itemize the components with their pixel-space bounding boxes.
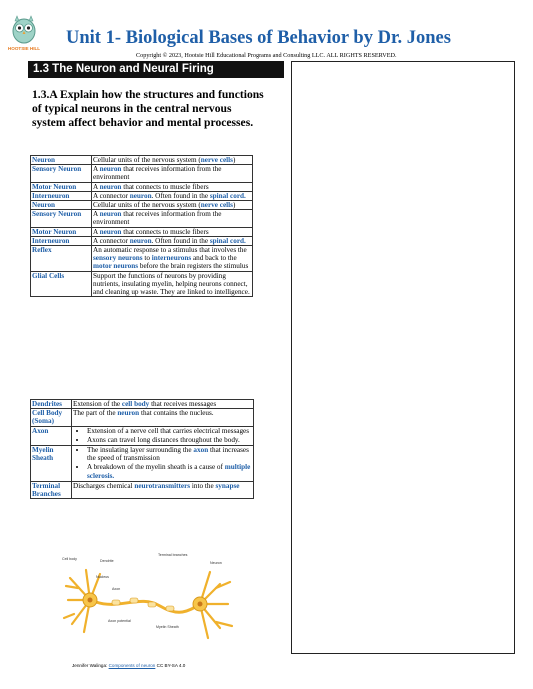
term-cell: Motor Neuron — [31, 227, 92, 236]
definition-text: A — [93, 227, 100, 236]
definition-text: that connects to muscle fibers — [121, 182, 209, 191]
table-row — [31, 271, 253, 297]
keyword: neuron — [99, 165, 122, 174]
keyword: neuron — [99, 210, 122, 219]
keyword: neuron — [117, 409, 140, 418]
bullet-item — [87, 436, 252, 444]
keyword: spinal cord. — [209, 236, 246, 245]
page-title: Unit 1- Biological Bases of Behavior by Dr. Jones — [66, 28, 451, 48]
definition-text: A connector — [93, 236, 130, 245]
definition-text: Cellular units of the nervous system ( — [93, 156, 201, 164]
bullet-list — [73, 427, 252, 444]
table-row — [31, 246, 253, 272]
section-title-bar — [28, 61, 284, 78]
keyword: spinal cord. — [209, 191, 246, 200]
term-cell: Interneuron — [31, 191, 92, 200]
definition-text: A breakdown of the myelin sheath is a cause of — [87, 463, 225, 472]
table-row — [31, 481, 254, 498]
table-row — [31, 409, 254, 426]
definition-text: that increases the speed of transmission — [87, 446, 249, 463]
definition-text: . Often found in the — [151, 191, 210, 200]
definition-cell — [92, 165, 253, 182]
definition-cell — [92, 210, 253, 227]
keyword: motor neurons — [93, 262, 139, 271]
definition-text: Extension of the — [73, 400, 122, 408]
definition-text: A — [93, 165, 100, 174]
neuron-illustration — [60, 548, 236, 658]
table-row — [31, 446, 254, 482]
credit-author: Jennifer Walinga: — [72, 663, 108, 668]
definition-text: An automatic response to a stimulus that involves the — [93, 246, 247, 255]
definition-cell — [72, 400, 254, 409]
definition-cell — [72, 426, 254, 445]
bullet-list — [73, 446, 252, 480]
neuron-diagram — [60, 548, 236, 658]
keyword: multiple sclerosis. — [87, 463, 251, 480]
bullet-item — [87, 427, 252, 435]
notes-box — [291, 61, 515, 654]
credit-license: CC BY-SA 4.0 — [156, 663, 186, 668]
definition-cell — [72, 409, 254, 426]
table-row — [31, 201, 253, 210]
diagram-label-myelin-sheath: Myelin Sheath — [156, 625, 179, 629]
vocab-table-neuron-types — [30, 155, 253, 297]
bullet-item — [87, 446, 252, 462]
term-cell: Cell Body (Soma) — [31, 409, 72, 426]
image-credit — [72, 663, 185, 668]
diagram-label-dendrite: Dendrite — [100, 559, 114, 563]
table-row — [31, 426, 254, 445]
definition-text: Discharges chemical — [73, 481, 135, 490]
definition-text: that connects to muscle fibers — [121, 227, 209, 236]
definition-text: that receives messages — [149, 400, 217, 408]
logo-text: HOOTSIE HILL — [7, 46, 41, 51]
keyword: interneurons — [151, 254, 192, 263]
definition-cell — [72, 446, 254, 482]
definition-text: Cellular units of the nervous system ( — [93, 201, 201, 210]
keyword: axon — [193, 446, 209, 455]
diagram-label-cell-body: Cell body — [62, 557, 77, 561]
definition-cell — [92, 182, 253, 191]
definition-text: to — [142, 254, 152, 263]
diagram-label-nucleus: Nucleus — [96, 575, 109, 579]
definition-text: . Often found in the — [151, 236, 210, 245]
table-row — [31, 156, 253, 165]
table-row — [31, 191, 253, 200]
keyword: cell body — [121, 400, 150, 408]
keyword: neuron — [129, 236, 152, 245]
section-title: 1.3 The Neuron and Neural Firing — [33, 63, 214, 75]
table-row — [31, 210, 253, 227]
definition-text: that receives information from the environment — [93, 165, 222, 182]
keyword: neuron — [129, 191, 152, 200]
definition-text: ) — [232, 201, 236, 210]
definition-text: The insulating layer surrounding the — [87, 446, 194, 455]
term-cell: Axon — [31, 426, 72, 445]
table-row — [31, 400, 254, 409]
diagram-label-axon: Axon — [112, 587, 121, 591]
term-cell: Neuron — [31, 156, 92, 165]
definition-text: and back to the — [191, 254, 237, 263]
keyword: sensory neurons — [93, 254, 143, 263]
definition-cell — [92, 191, 253, 200]
term-cell: Sensory Neuron — [31, 165, 92, 182]
term-cell: Neuron — [31, 201, 92, 210]
term-cell: Motor Neuron — [31, 182, 92, 191]
keyword: nerve cells — [200, 156, 233, 164]
table-row — [31, 165, 253, 182]
term-cell: Sensory Neuron — [31, 210, 92, 227]
term-cell: Myelin Sheath — [31, 446, 72, 482]
bullet-item — [87, 463, 252, 479]
definition-text: before the brain registers the stimulus — [138, 262, 249, 271]
term-cell: Terminal Branches — [31, 481, 72, 498]
owl-icon — [6, 14, 42, 52]
definition-text: The part of the — [73, 409, 118, 418]
table-row — [31, 236, 253, 245]
definition-text: Support the functions of neurons by providing nutrients, insulating myelin, helping neurons connect, and cleaning up waste. They are linked to intelligence. — [93, 271, 250, 297]
diagram-label-neuron: Neuron — [210, 561, 222, 565]
definition-text: ) — [232, 156, 236, 164]
keyword: neurotransmitters — [134, 481, 191, 490]
definition-text: A — [93, 182, 100, 191]
keyword: neuron — [99, 227, 122, 236]
hootsie-hill-logo — [6, 14, 42, 52]
term-cell: Glial Cells — [31, 271, 92, 297]
term-cell: Interneuron — [31, 236, 92, 245]
credit-link[interactable]: Components of neuron — [108, 663, 156, 668]
definition-text: into the — [190, 481, 216, 490]
definition-text: that contains the nucleus. — [139, 409, 214, 418]
diagram-label-axon-potential: Axon potential — [108, 619, 131, 623]
learning-objective: 1.3.A Explain how the structures and functions of typical neurons in the central nervous system affect behavior and mental processes. — [32, 88, 264, 129]
table-row — [31, 227, 253, 236]
definition-cell — [72, 481, 254, 498]
definition-cell — [92, 227, 253, 236]
keyword: synapse — [215, 481, 240, 490]
keyword: nerve cells — [200, 201, 233, 210]
definition-text: A — [93, 210, 100, 219]
definition-text: A connector — [93, 191, 130, 200]
definition-cell — [92, 156, 253, 165]
definition-cell — [92, 236, 253, 245]
vocab-table-neuron-parts — [30, 399, 254, 499]
definition-cell — [92, 246, 253, 272]
copyright-notice: Copyright © 2023, Hootsie Hill Educational Programs and Consulting LLC. ALL RIGHTS RESERVED. — [136, 52, 397, 59]
definition-text: Axons can travel long distances throughout the body. — [87, 435, 240, 444]
term-cell: Reflex — [31, 246, 92, 272]
term-cell: Dendrites — [31, 400, 72, 409]
definition-cell — [92, 271, 253, 297]
definition-cell — [92, 201, 253, 210]
diagram-label-terminal-branches: Terminal branches — [158, 553, 188, 557]
table-row — [31, 182, 253, 191]
definition-text: that receives information from the environment — [93, 210, 222, 227]
definition-text: Extension of a nerve cell that carries electrical messages — [87, 426, 250, 435]
keyword: neuron — [99, 182, 122, 191]
